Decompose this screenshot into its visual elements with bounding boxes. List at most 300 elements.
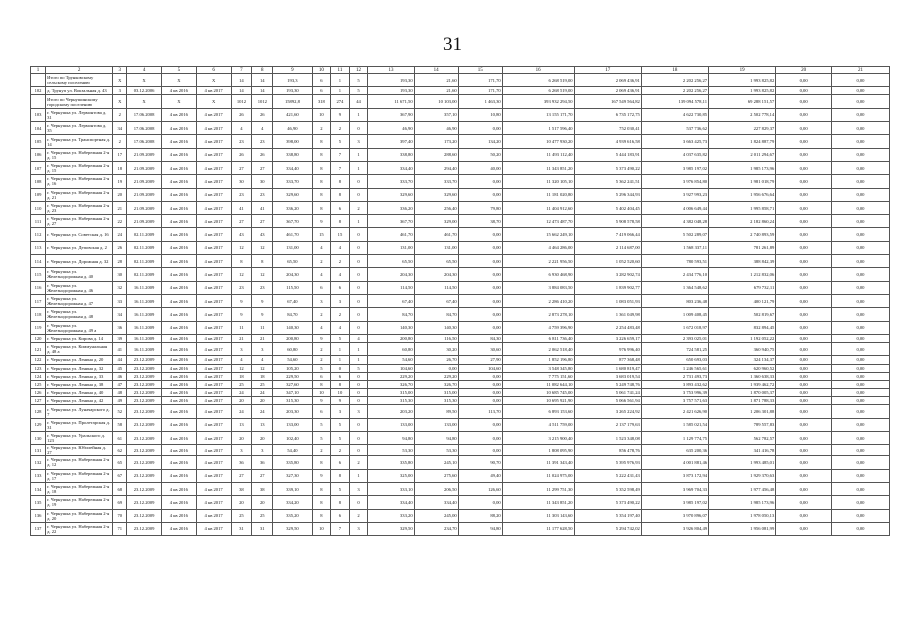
table-cell: 44 [113, 356, 127, 364]
table-cell: 0 [349, 308, 368, 321]
table-row [31, 372, 890, 380]
table-cell: 1 956 676,64 [709, 188, 776, 201]
table-cell: 65,50 [273, 255, 312, 268]
table-cell: 4 кв 2016 [161, 445, 196, 456]
table-cell: 4 [252, 122, 273, 135]
table-cell: 0 [349, 255, 368, 268]
table-cell: 0,00 [458, 432, 502, 445]
table-cell: 67 [113, 469, 127, 482]
table-cell: 23.12.2009 [127, 418, 162, 431]
table-cell: 0,00 [831, 343, 889, 356]
table-cell: 650 693,03 [641, 356, 708, 364]
table-cell: 1 206 301,88 [709, 405, 776, 418]
table-cell: 24 [231, 405, 252, 418]
table-cell: 9 [231, 308, 252, 321]
table-cell: 7 [331, 148, 350, 161]
table-row [31, 281, 890, 294]
table-row [31, 469, 890, 482]
table-cell: 4 кв 2016 [161, 482, 196, 495]
table-cell: 21.09.2009 [127, 175, 162, 188]
table-cell: 2 [312, 445, 331, 456]
table-cell: 173,20 [414, 135, 458, 148]
table-cell: 12 [231, 364, 252, 372]
table-cell: 130 [31, 432, 46, 445]
table-cell: 0 [349, 321, 368, 334]
table-cell: 1 246 565,61 [641, 364, 708, 372]
table-cell: 21 [231, 334, 252, 342]
table-cell: 0,00 [776, 241, 832, 254]
table-cell: 0,00 [776, 161, 832, 174]
table-cell: 4 001 881,46 [641, 456, 708, 469]
table-cell: 329,50 [273, 522, 312, 535]
table-cell: 0,00 [458, 397, 502, 405]
address-cell: д. Трунуп ул. Вокзальная д. 43 [46, 87, 113, 95]
address-cell: г. Чернушка ул. Юбилейная д. 27 [46, 445, 113, 456]
table-cell: 1 981 018,79 [709, 175, 776, 188]
address-cell: г. Чернушка ул. Набережная 2-я д. 19 [46, 496, 113, 509]
table-cell: X [161, 74, 196, 87]
column-number-cell: 4 [127, 67, 162, 74]
table-cell: 3 893 432,62 [641, 380, 708, 388]
table-cell: 14 [252, 87, 273, 95]
table-cell: 877 368,48 [574, 356, 641, 364]
table-cell: 20 [113, 188, 127, 201]
table-cell: 16.11.2009 [127, 281, 162, 294]
table-cell: 17.06.2008 [127, 135, 162, 148]
table-cell: 315,30 [273, 397, 312, 405]
table-cell: 11 303 143,60 [502, 509, 574, 522]
table-cell: 0,00 [776, 201, 832, 214]
table-cell: 13 [252, 418, 273, 431]
table-cell: 8 [312, 456, 331, 469]
table-cell: 45 [113, 364, 127, 372]
table-row [31, 343, 890, 356]
table-cell: 140,30 [414, 321, 458, 334]
table-cell: 9 [252, 308, 273, 321]
table-cell: 0,00 [776, 294, 832, 307]
table-cell: 3 976 854,80 [641, 175, 708, 188]
table-cell: 43 [252, 228, 273, 241]
table-cell: 335,80 [368, 456, 414, 469]
table-cell: 94,80 [368, 432, 414, 445]
table-cell: 336,20 [273, 201, 312, 214]
table-cell: 124 [31, 372, 46, 380]
table-cell: 5 373 490,22 [574, 496, 641, 509]
table-cell: 10 477 930,20 [502, 135, 574, 148]
table-cell: 0,00 [831, 74, 889, 87]
address-cell: г. Чернушка ул. Железнодорожная д. 49 а [46, 321, 113, 334]
table-cell: 27 [231, 215, 252, 228]
table-cell: 105 [31, 135, 46, 148]
table-cell: 2 421 626,90 [641, 405, 708, 418]
table-cell: 4 кв 2017 [196, 122, 231, 135]
table-cell: 4 кв 2017 [196, 522, 231, 535]
table-cell: 9 [312, 397, 331, 405]
table-cell: 1 [349, 215, 368, 228]
table-cell: 23 [252, 188, 273, 201]
address-cell: г. Чернушка ул. Уральского д. 123 [46, 432, 113, 445]
table-cell: 333,70 [414, 175, 458, 188]
address-cell: г. Чернушка ул. Железнодорожная д. 47 [46, 294, 113, 307]
table-cell: 781 261,89 [709, 241, 776, 254]
table-cell: 5 [312, 364, 331, 372]
table-cell: 204,30 [368, 268, 414, 281]
table-cell: 71 [113, 522, 127, 535]
table-cell: 15 [331, 228, 350, 241]
table-cell: 5 [331, 334, 350, 342]
table-cell: 4 382 048,28 [641, 215, 708, 228]
table-cell: 0,00 [776, 482, 832, 495]
table-cell: 5 [349, 74, 368, 87]
table-cell: 4 [331, 268, 350, 281]
table-cell: 26 [252, 148, 273, 161]
table-cell: 5 222 431,43 [574, 469, 641, 482]
table-cell: 11 391 343,40 [502, 456, 574, 469]
table-cell: 0,00 [831, 161, 889, 174]
table-cell: 60,80 [368, 343, 414, 356]
address-cell: г. Чернушка ул. Набережная 2-я д. 15 [46, 148, 113, 161]
table-cell: 0,00 [831, 509, 889, 522]
table-cell: 0,00 [458, 188, 502, 201]
table-cell: 88,20 [458, 509, 502, 522]
table-cell: 0,00 [458, 389, 502, 397]
column-number-cell: 12 [349, 67, 368, 74]
table-cell: 4 кв 2016 [161, 356, 196, 364]
table-cell: 0,00 [414, 364, 458, 372]
table-cell: 245,10 [414, 456, 458, 469]
table-cell: 3 [349, 482, 368, 495]
table-cell: 4 кв 2017 [196, 175, 231, 188]
table-cell: 23.12.2009 [127, 372, 162, 380]
table-row [31, 522, 890, 535]
table-cell: 1 956 081,99 [709, 522, 776, 535]
table-cell: 2 [349, 201, 368, 214]
table-cell: 367,70 [273, 215, 312, 228]
table-cell: 0,00 [831, 294, 889, 307]
table-cell: 27,90 [458, 356, 502, 364]
table-cell: 19 [113, 175, 127, 188]
table-cell: 8 [331, 188, 350, 201]
table-cell: 48 [113, 389, 127, 397]
table-cell: 0,00 [831, 334, 889, 342]
table-cell: 0,00 [831, 356, 889, 364]
table-cell: 5 294 742,02 [574, 522, 641, 535]
table-cell: 1 939 462,72 [709, 380, 776, 388]
table-cell: 2 202 256,27 [641, 87, 708, 95]
table-cell: 4 кв 2016 [161, 228, 196, 241]
table-cell: 4 кв 2016 [161, 135, 196, 148]
table-cell: 10 685 745,00 [502, 389, 574, 397]
table-cell: 2 011 294,67 [709, 148, 776, 161]
address-cell: г. Чернушка ул. Набережная 2-я д. 12 [46, 456, 113, 469]
table-cell: 0,00 [776, 445, 832, 456]
table-cell: 0 [349, 397, 368, 405]
table-cell: 315,00 [414, 389, 458, 397]
table-cell: 0,00 [458, 268, 502, 281]
table-cell: 752 030,41 [574, 122, 641, 135]
table-cell: 17 [113, 148, 127, 161]
table-cell: 4 кв 2017 [196, 201, 231, 214]
table-cell: 1 977 456,48 [709, 482, 776, 495]
table-cell: 4 кв 2016 [161, 364, 196, 372]
table-cell: 38,70 [458, 215, 502, 228]
table-cell: 0,00 [776, 175, 832, 188]
table-cell: 5 352 598,49 [574, 482, 641, 495]
table-cell: 3 683 019,54 [574, 372, 641, 380]
table-cell: 119 [31, 321, 46, 334]
table-cell: 15 662 249,10 [502, 228, 574, 241]
table-row [31, 175, 890, 188]
address-cell: г. Чернушка ул. Ленина д. 32 [46, 364, 113, 372]
table-cell: 0,00 [831, 397, 889, 405]
table-cell: 200,80 [273, 334, 312, 342]
table-cell: 2 254 483,48 [574, 321, 641, 334]
table-cell: 23.12.2009 [127, 482, 162, 495]
table-cell: 333,70 [368, 175, 414, 188]
table-cell: 4 [349, 334, 368, 342]
table-cell: 3 [331, 294, 350, 307]
table-cell: 9 [312, 334, 331, 342]
table-cell: 789 557,83 [709, 418, 776, 431]
table-cell: 1 [349, 343, 368, 356]
table-cell: 136 [31, 509, 46, 522]
table-cell: 4 кв 2016 [161, 281, 196, 294]
table-cell: 49 [113, 397, 127, 405]
table-cell: 3 226 659,17 [574, 334, 641, 342]
table-cell: 104,60 [458, 364, 502, 372]
table-cell: 22 [113, 215, 127, 228]
table-cell: 3 873 172,94 [641, 469, 708, 482]
table-cell: 4 кв 2016 [161, 321, 196, 334]
table-row [31, 321, 890, 334]
table-cell: 0 [349, 241, 368, 254]
table-cell: 8 [312, 201, 331, 214]
table-cell: 1 993 825,82 [709, 87, 776, 95]
table-cell: 398,00 [273, 135, 312, 148]
column-number-cell: 8 [252, 67, 273, 74]
table-cell: X [196, 74, 231, 87]
table-cell: 2 [312, 122, 331, 135]
table-cell: 107 [31, 161, 46, 174]
table-cell: 204,30 [414, 268, 458, 281]
table-cell: 0,00 [831, 496, 889, 509]
table-cell: 23.12.2009 [127, 405, 162, 418]
table-cell: 4 кв 2017 [196, 188, 231, 201]
table-cell: 133,00 [273, 418, 312, 431]
address-cell: г. Чернушка ул. Набережная 2-я д. 23 [46, 201, 113, 214]
table-cell: 4 кв 2017 [196, 364, 231, 372]
table-cell: 0,00 [831, 148, 889, 161]
table-cell: 0,00 [458, 294, 502, 307]
table-cell: 803 236,48 [641, 294, 708, 307]
table-cell: 135 [31, 496, 46, 509]
table-cell: 1 517 596,40 [502, 122, 574, 135]
table-cell: 6 [331, 372, 350, 380]
table-cell: 8 [312, 509, 331, 522]
column-number-cell: 18 [641, 67, 708, 74]
table-cell: 26 [231, 108, 252, 121]
table-cell: 43 [231, 228, 252, 241]
table-cell: 0,00 [776, 469, 832, 482]
table-cell: 4 кв 2017 [196, 308, 231, 321]
table-cell: 3 548 345,80 [502, 364, 574, 372]
table-cell: 4 кв 2017 [196, 334, 231, 342]
table-cell: 0,00 [831, 122, 889, 135]
table-cell: 0,00 [831, 389, 889, 397]
table-cell: 34 [113, 122, 127, 135]
table-row [31, 108, 890, 121]
table-cell: 724 581,25 [641, 343, 708, 356]
table-cell: 3 [252, 343, 273, 356]
table-cell: 203,30 [273, 405, 312, 418]
table-cell: 122 [31, 356, 46, 364]
address-cell: г. Чернушка ул. Кирова д. 14 [46, 334, 113, 342]
table-cell: 0,00 [831, 456, 889, 469]
address-cell: г. Чернушка ул. Ленина д. 40 [46, 389, 113, 397]
table-cell: 4 кв 2016 [161, 405, 196, 418]
table-cell: 3 985 197,02 [641, 161, 708, 174]
table-cell: 5 402 404,45 [574, 201, 641, 214]
table-cell: 4 кв 2017 [196, 87, 231, 95]
table-cell: 2 [312, 308, 331, 321]
table-cell: 0,00 [458, 241, 502, 254]
table-cell: 3 969 704,33 [641, 482, 708, 495]
table-cell: 335,80 [273, 456, 312, 469]
table-cell: X [113, 74, 127, 87]
table-cell: 39 [113, 334, 127, 342]
table-cell: 3 282 902,74 [574, 268, 641, 281]
table-row [31, 405, 890, 418]
table-cell: 20 [231, 496, 252, 509]
table-cell: 21.09.2009 [127, 188, 162, 201]
table-cell: 5 066 561,94 [574, 397, 641, 405]
table-cell: 2 502 778,14 [709, 108, 776, 121]
table-row [31, 334, 890, 342]
table-cell: 3 [331, 405, 350, 418]
table-cell: 0,00 [831, 188, 889, 201]
table-cell: 54,60 [368, 356, 414, 364]
table-cell: 0,00 [831, 228, 889, 241]
table-cell: 15892,8 [273, 95, 312, 108]
table-cell: 68 [113, 482, 127, 495]
table-cell: 54,40 [273, 445, 312, 456]
table-cell: 24 [252, 389, 273, 397]
table-cell: 4 кв 2017 [196, 509, 231, 522]
table-cell: 129 [31, 418, 46, 431]
table-cell: 3 753 996,39 [641, 389, 708, 397]
table-cell: 11 671,50 [368, 95, 414, 108]
table-cell: 12 [252, 364, 273, 372]
address-cell: г. Чернушка ул. Ленина д. 33 [46, 372, 113, 380]
table-cell: 274 [331, 95, 350, 108]
table-cell: 4 кв 2016 [161, 201, 196, 214]
table-cell: 131,00 [273, 241, 312, 254]
table-cell: 4 кв 2017 [196, 432, 231, 445]
table-cell: 1 360 638,33 [709, 372, 776, 380]
table-cell: 133,00 [414, 418, 458, 431]
table-cell: 8 [252, 255, 273, 268]
table-cell: 338,80 [273, 148, 312, 161]
table-cell: 8 [312, 175, 331, 188]
table-cell: 23.12.2009 [127, 389, 162, 397]
table-cell: 25 [231, 509, 252, 522]
table-cell: 4 кв 2016 [161, 389, 196, 397]
table-cell: 6 268 519,00 [502, 74, 574, 87]
table-cell: 4 464 286,00 [502, 241, 574, 254]
table-cell: 5 [312, 418, 331, 431]
table-cell: 116,50 [414, 334, 458, 342]
table-cell: 8 [331, 215, 350, 228]
table-cell: 53,30 [414, 445, 458, 456]
table-cell: 3 [349, 135, 368, 148]
table-cell: 329,50 [368, 522, 414, 535]
table-cell: 6 893 153,60 [502, 405, 574, 418]
table-row [31, 201, 890, 214]
table-cell: 0 [349, 228, 368, 241]
table-cell: 4 кв 2017 [196, 397, 231, 405]
table-cell: 4 кв 2017 [196, 445, 231, 456]
table-cell: 1 852 196,80 [502, 356, 574, 364]
table-cell: 140,30 [273, 321, 312, 334]
address-cell: г. Чернушка ул. Коммунальная д. 48 а [46, 343, 113, 356]
table-cell: 2 [113, 135, 127, 148]
table-cell: 167 549 564,82 [574, 95, 641, 108]
address-cell: Итого по Чернушинскому городскому поселению [46, 95, 113, 108]
table-cell: 79,80 [458, 201, 502, 214]
table-cell: 84,70 [414, 308, 458, 321]
table-cell: 0,00 [776, 321, 832, 334]
table-cell: 3 927 993,23 [641, 188, 708, 201]
table-row [31, 496, 890, 509]
table-row [31, 255, 890, 268]
table-cell: 17.06.2008 [127, 122, 162, 135]
table-cell: 461,70 [273, 228, 312, 241]
table-cell: 4 037 635,82 [641, 148, 708, 161]
address-cell: г. Чернушка ул. Ленина д. 20 [46, 356, 113, 364]
address-cell: г. Чернушка ул. Ленина д. 42 [46, 397, 113, 405]
table-cell: 102 [31, 87, 46, 95]
address-cell: г. Чернушка ул. Набережная 2-я д. 15 [46, 161, 113, 174]
table-cell: 334,20 [273, 496, 312, 509]
table-cell: 8 [312, 482, 331, 495]
table-cell: 315,30 [368, 397, 414, 405]
table-cell: 7 419 066,44 [574, 228, 641, 241]
table-cell: 4 кв 2017 [196, 321, 231, 334]
table-cell: 7 [331, 161, 350, 174]
table-row [31, 228, 890, 241]
table-cell: 4 кв 2016 [161, 469, 196, 482]
table-cell: 0,00 [776, 509, 832, 522]
table-cell: 65,50 [368, 255, 414, 268]
table-cell: 3 884 083,50 [502, 281, 574, 294]
table-row [31, 418, 890, 431]
table-cell: 0,00 [831, 321, 889, 334]
table-cell: 33 [113, 294, 127, 307]
table-cell: 2 114 687,00 [574, 241, 641, 254]
table-cell: 333,10 [368, 482, 414, 495]
table-cell: 4 759 396,90 [502, 321, 574, 334]
table-cell: 21,60 [414, 87, 458, 95]
column-number-cell: 6 [196, 67, 231, 74]
table-cell: 5 373 490,22 [574, 161, 641, 174]
table-cell: 11 [231, 321, 252, 334]
table-cell: 24 [252, 405, 273, 418]
column-number-cell: 14 [414, 67, 458, 74]
table-cell: 6 [312, 405, 331, 418]
table-cell: 4 кв 2017 [196, 148, 231, 161]
table-cell: 0 [349, 294, 368, 307]
table-cell: 8 [312, 188, 331, 201]
